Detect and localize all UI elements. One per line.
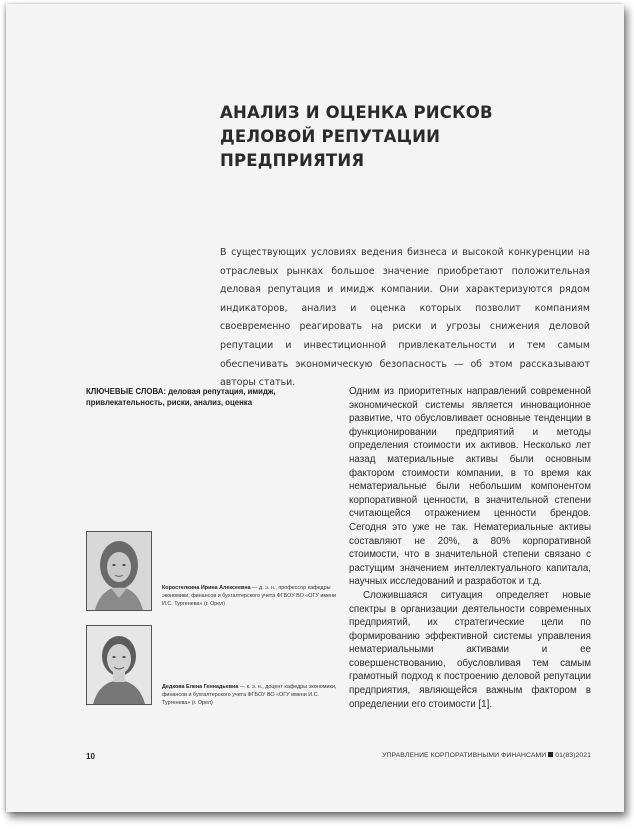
author-caption xyxy=(162,683,337,708)
running-footer xyxy=(382,752,591,759)
keywords xyxy=(86,386,336,408)
author-photo xyxy=(86,531,152,611)
author-caption xyxy=(162,584,337,609)
keywords-label: КЛЮЧЕВЫЕ СЛОВА: xyxy=(86,387,166,396)
page-number: 10 xyxy=(86,752,95,761)
portrait-icon xyxy=(87,532,151,610)
author-details: — к. э. н., доцент кафедры экономики, финансов и бухгалтерского учета ФГБОУ ВО «ОГУ имени И.С. Тургенева» (г. Орел) xyxy=(162,684,337,707)
keywords-text: деловая репутация, имидж, привлекательность, риски, анализ, оценка xyxy=(86,387,276,407)
author-details: — д. э. н., профессор кафедры экономики, финансов и бухгалтерского учета ФГБОУ ВО «ОГУ имени И.С. Тургенева» (г. Орел) xyxy=(162,585,337,608)
square-separator-icon xyxy=(548,752,553,757)
body-text xyxy=(349,385,591,711)
issue-number: 01(83)2021 xyxy=(555,752,591,759)
body-paragraph: Одним из приоритетных направлений современной экономической системы является инновационное развитие, что обусловливает основные тенденции в функционировании предприятий и методы определения стоимости их активов. Несколько лет назад материальные активы были основным фактором стоимости компании, в то время как нематериальные были небольшим компонентом корпоративной ценности, в значительной степени считающейся отражением ценности брендов. Сегодня это уже не так. Нематериальные активы составляют не 20%, а 80% корпоративной стоимости, что в значительной степени связано с растущим значением интеллектуального капитала, научных исследований и разработок и т.д. xyxy=(349,386,591,588)
author-photo xyxy=(86,625,152,705)
author-name: Коростелкина Ирина Алексеевна xyxy=(162,585,251,591)
author-name: Дедкова Елена Геннадьевна xyxy=(162,684,239,690)
article-title: АНАЛИЗ И ОЦЕНКА РИСКОВ ДЕЛОВОЙ РЕПУТАЦИИ ПРЕДПРИЯТИЯ xyxy=(220,103,493,170)
body-paragraph: Сложившаяся ситуация определяет новые спектры в организации деятельности современных предприятий, их стратегические цели по формированию эффективной системы управления нематериальными активами и ее совершенствованию, обусловливая тем самым грамотный подход к построению деловой репутации предприятия, являющейся важным фактором в определении его стоимости [1]. xyxy=(349,589,591,710)
journal-name: УПРАВЛЕНИЕ КОРПОРАТИВНЫМИ ФИНАНСАМИ xyxy=(382,752,547,759)
portrait-icon xyxy=(87,626,151,704)
page-sheet xyxy=(6,4,624,812)
article-abstract: В существующих условиях ведения бизнеса и высокой конкуренции на отраслевых рынках большое значение приобретают положительная деловая репутация и имидж компании. Они характеризуются рядом индикаторов, анализ и оценка которых позволит компаниям своевременно реагировать на риски и угрозы снижения деловой репутации и инвестиционной привлекательности и тем самым обеспечивать экономическую безопасность — об этом рассказывают авторы статьи. xyxy=(220,247,590,389)
